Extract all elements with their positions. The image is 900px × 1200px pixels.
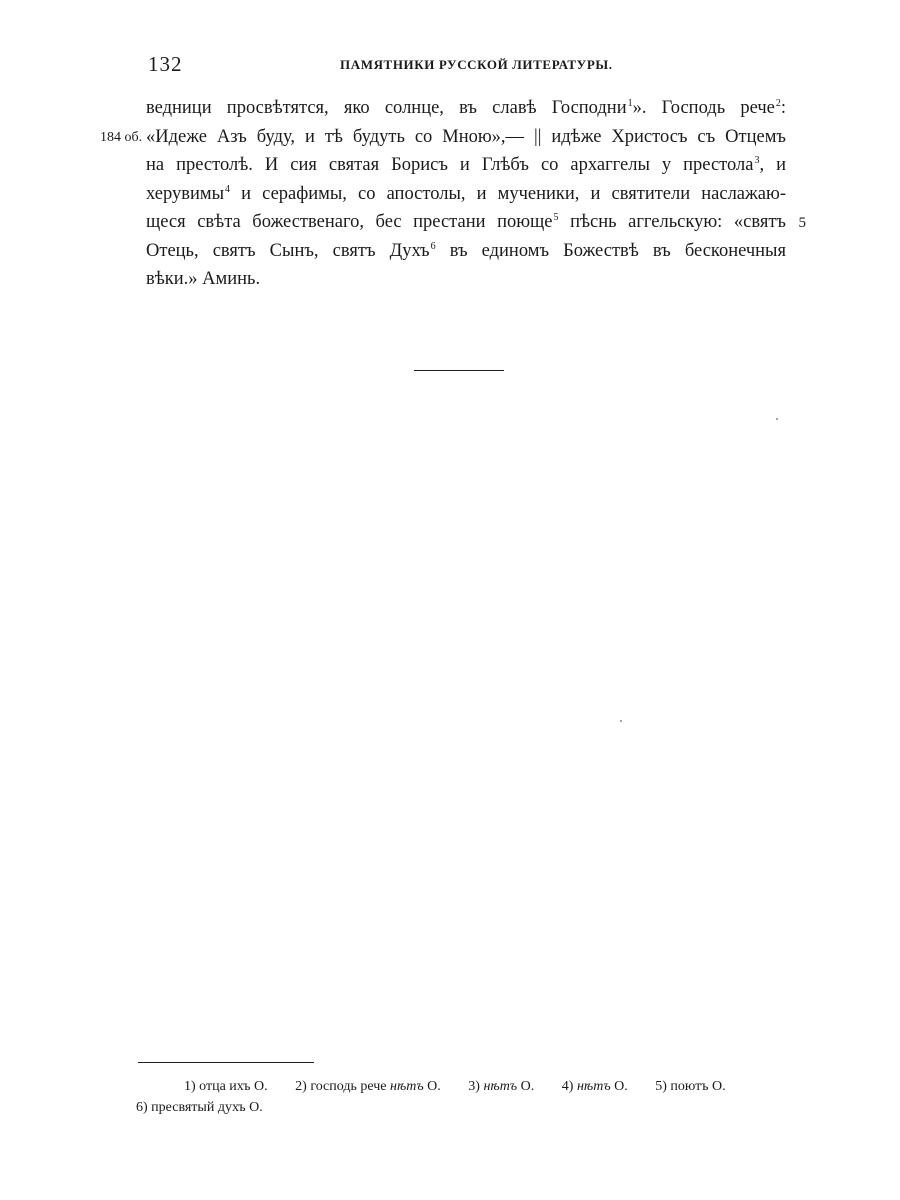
scan-speck — [620, 720, 622, 722]
text-line-6: Отець, святъ Сынъ, святъ Духъ$^6$ въ единомъ Божествѣ въ бесконечныя — [146, 240, 786, 261]
footnote-5: 5) поютъ О. — [655, 1079, 726, 1094]
text-line-4: херувимы$^4$ и серафимы, со апостолы, и мученики, и святители наслажаю- — [146, 183, 786, 204]
footnote-2: 2) господь рече нѣтъ О. — [295, 1079, 441, 1094]
text-line-3: на престолѣ. И сия святая Борисъ и Глѣбъ со архаггелы у престола$^3$, и — [146, 155, 786, 175]
section-divider — [414, 370, 504, 371]
footnote-ref: 4 — [225, 183, 231, 195]
footnote-4: 4) нѣтъ О. — [561, 1079, 628, 1094]
text-line-5: щеся свѣта божественаго, бес престани поюще$^5$ пѣснь аггельскую: «святъ 5 — [146, 208, 786, 237]
line-number: 5 — [798, 215, 806, 231]
footnote-ref: 1 — [627, 98, 633, 109]
footnote-line — [136, 1097, 786, 1118]
running-header: ПАМЯТНИКИ РУССКОЙ ЛИТЕРАТУРЫ. — [340, 57, 613, 72]
footnote-6: 6) пресвятый духъ О. — [136, 1100, 263, 1115]
folio-marginal-note: 184 об. — [100, 129, 143, 145]
main-text — [100, 94, 806, 294]
footnote-3: 3) нѣтъ О. — [468, 1079, 535, 1094]
footnote-divider — [138, 1062, 314, 1063]
footnote-line — [136, 1076, 786, 1097]
page-number: 132 — [148, 52, 183, 76]
text-line-1: ведници просвѣтятся, яко солнце, въ славѣ Господни$^1$». Господь рече$^2$: — [146, 98, 786, 118]
footnote-1: 1) отца ихъ О. — [184, 1079, 268, 1094]
text-line-2: 184 об. «Идеже Азъ буду, и тѣ будуть со Мною»,— || идѣже Христосъ съ Отцемъ — [146, 123, 786, 152]
scan-speck — [776, 418, 778, 420]
footnote-ref: 5 — [553, 212, 559, 223]
footnote-ref: 2 — [775, 98, 781, 109]
footnote-ref: 3 — [754, 155, 760, 166]
text-line-7: вѣки.» Аминь. — [146, 269, 261, 289]
footnotes — [136, 1076, 786, 1118]
footnote-ref: 6 — [430, 240, 436, 252]
